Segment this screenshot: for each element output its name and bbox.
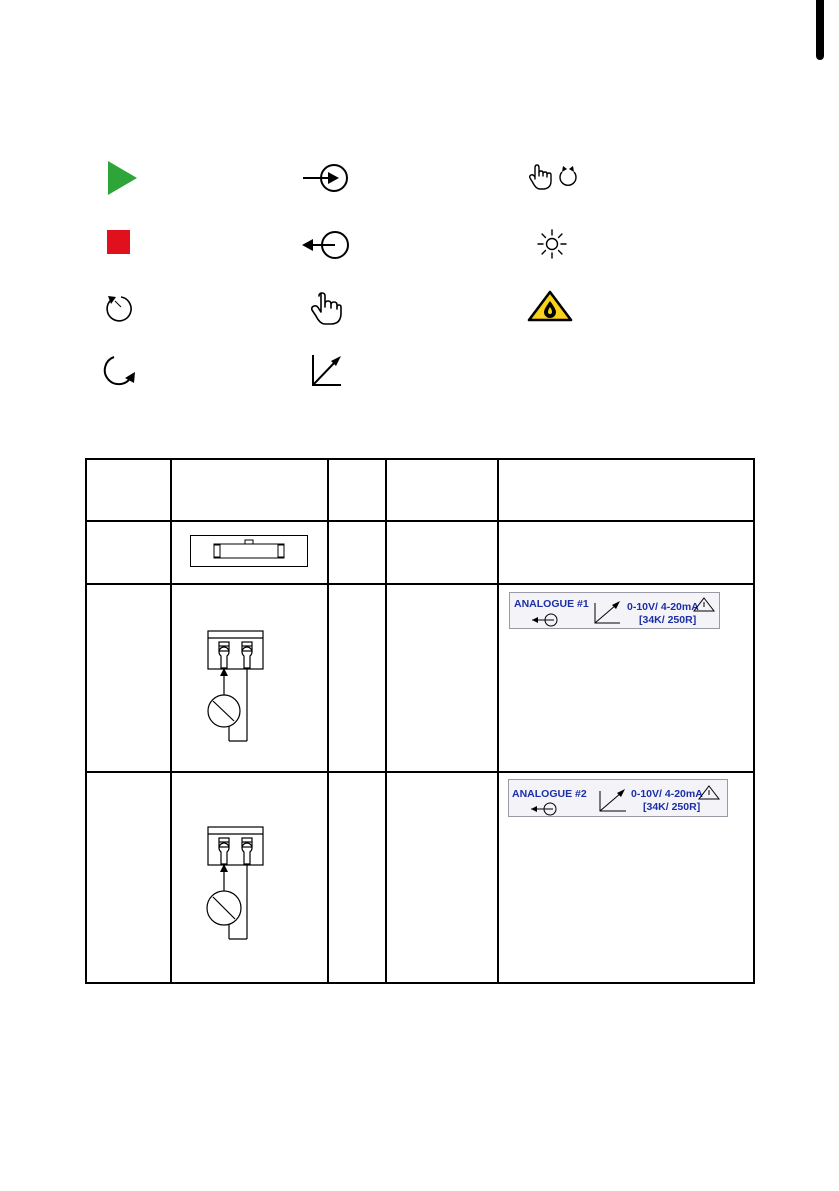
page-edge-mark (816, 0, 824, 60)
manual-auto-icon (529, 163, 581, 191)
analogue-1-name: ANALOGUE #1 (514, 598, 589, 610)
manual-hand-icon (311, 293, 341, 325)
input-arrow-icon (303, 163, 349, 193)
rotate-arrow-icon (101, 353, 137, 389)
terminal-table (85, 458, 755, 984)
restart-small-icon (104, 292, 134, 324)
stop-square-icon (107, 230, 130, 254)
analogue-2-label (508, 779, 728, 817)
analogue-1-label (509, 592, 720, 629)
analogue-2-impedance: [34K/ 250R] (643, 801, 701, 813)
light-sun-icon (537, 229, 567, 259)
analogue-2-name: ANALOGUE #2 (512, 788, 587, 800)
analogue-1-impedance: [34K/ 250R] (639, 614, 697, 626)
rising-ramp-icon (311, 355, 343, 387)
analogue-2-terminal-diagram (203, 826, 269, 945)
analogue-1-terminal-diagram (203, 630, 269, 747)
start-play-icon (107, 161, 139, 195)
output-arrow-icon (302, 230, 350, 260)
analogue-2-range: 0-10V/ 4-20mA (631, 788, 703, 800)
fuse-symbol (190, 535, 308, 572)
oil-warning-icon (527, 290, 573, 322)
analogue-1-range: 0-10V/ 4-20mA (627, 601, 699, 613)
